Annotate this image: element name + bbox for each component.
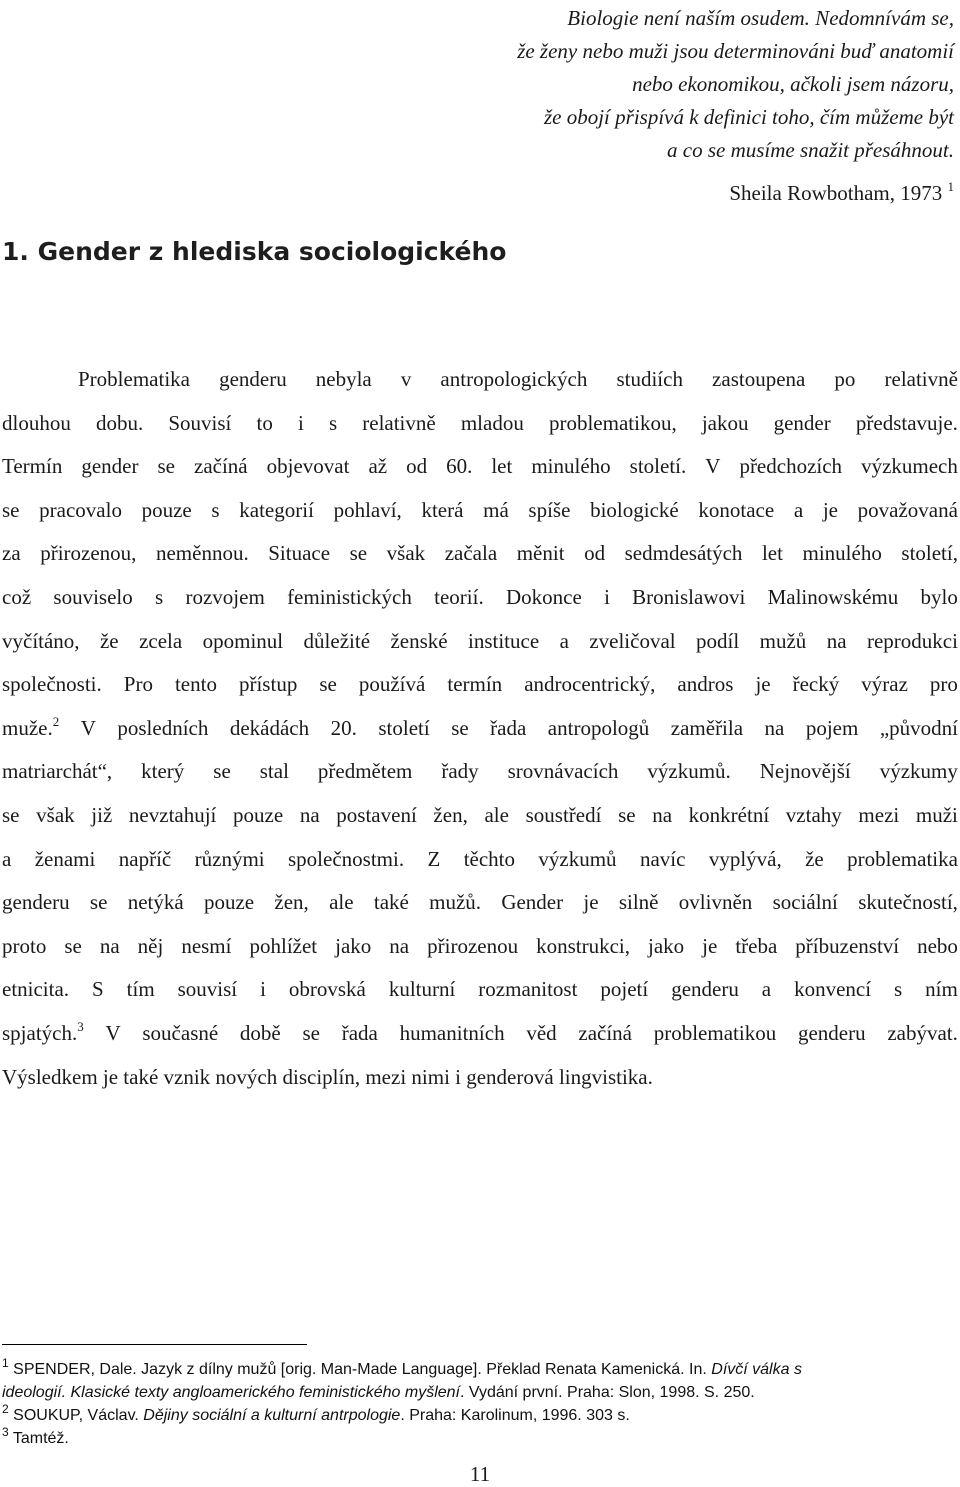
body-word: zastoupena: [712, 367, 806, 391]
body-line: [2, 750, 958, 794]
body-word: zaměřila: [670, 715, 744, 740]
footnote-text-part: . Praha: Karolinum, 1996. 303 s.: [400, 1407, 630, 1424]
body-word: na: [652, 802, 673, 827]
body-word: se: [213, 759, 231, 784]
body-line: [2, 358, 958, 402]
body-word: pouze: [203, 890, 255, 915]
body-word: je: [702, 933, 718, 958]
body-word: termín: [447, 672, 503, 697]
footnote-title-italic: ideologií. Klasické texty angloamerického feministického myšlení: [2, 1384, 460, 1401]
body-word: dlouhou: [2, 410, 71, 435]
body-word: za: [2, 541, 21, 566]
body-word: i: [297, 410, 304, 435]
body-word: společnostmi.: [288, 846, 405, 871]
body-word: vyčítáno,: [2, 628, 80, 653]
body-word: proto: [2, 933, 47, 958]
body-word: zabývat.: [887, 1020, 958, 1045]
footnote-number: 2: [2, 1402, 9, 1416]
body-word: řecký: [792, 672, 840, 697]
body-word: však: [36, 802, 75, 827]
body-word: netýká: [127, 890, 184, 915]
footnote-ref-1[interactable]: 1: [947, 179, 954, 194]
body-word: zveličoval: [589, 628, 676, 653]
body-word: antropologů: [547, 715, 650, 740]
body-word: mužů.: [429, 890, 482, 915]
body-word: Problematika: [78, 367, 190, 391]
body-word: podíl: [696, 628, 740, 653]
body-word: přirozenou,: [40, 541, 137, 566]
body-word: 20.: [330, 715, 357, 740]
body-word: přirozenou: [427, 933, 519, 958]
body-word: současné: [142, 1020, 219, 1045]
footnote-text: [2, 1358, 802, 1381]
body-word: gender: [773, 410, 831, 435]
body-word: dekádách: [229, 715, 310, 740]
body-word: konvencí: [794, 977, 872, 1002]
body-word: na: [99, 933, 120, 958]
footnote-1: [2, 1358, 958, 1381]
body-word: se: [618, 802, 636, 827]
body-word: nebyla: [315, 367, 372, 391]
body-word: antropologických: [440, 367, 588, 391]
body-word: nevztahují: [128, 802, 217, 827]
body-word: Souvisí: [168, 410, 232, 435]
body-word: teorií.: [434, 584, 484, 609]
body-word: relativně: [884, 367, 958, 391]
body-word: problematika: [847, 846, 958, 871]
body-word: se: [89, 890, 108, 915]
body-word: od: [584, 541, 606, 566]
body-word: na: [826, 628, 847, 653]
body-word: jako: [335, 933, 372, 958]
body-word: dobu.: [95, 410, 144, 435]
body-word: a: [2, 846, 12, 871]
body-word: představuje.: [855, 410, 958, 435]
body-word: Bronislawovi: [632, 584, 746, 609]
body-word: jako: [648, 933, 685, 958]
body-word: rozvojem: [185, 584, 265, 609]
body-word: Situace: [268, 541, 331, 566]
body-word: nesmí: [181, 933, 232, 958]
chapter-title: Gender z hlediska sociologického: [37, 237, 507, 266]
body-word: je: [822, 497, 838, 522]
body-word: konstrukci,: [536, 933, 630, 958]
body-word: že: [805, 846, 824, 871]
body-word: tím: [126, 977, 155, 1002]
body-line: [2, 663, 958, 707]
body-line: [2, 532, 958, 576]
body-word: vyplývá,: [708, 846, 782, 871]
body-word: relativně: [362, 410, 436, 435]
chapter-heading: [2, 232, 506, 272]
body-word: začíná: [578, 1020, 632, 1045]
body-line: Výsledkem je také vznik nových disciplín, mezi nimi i genderová lingvistika.: [2, 1064, 653, 1089]
body-word: silně: [618, 890, 659, 915]
body-word: na: [389, 933, 410, 958]
body-word: objevovat: [266, 454, 350, 479]
body-text-span: [2, 1012, 84, 1056]
body-word: žen,: [274, 890, 309, 915]
body-word: něj: [137, 933, 164, 958]
body-word: stal: [259, 759, 289, 784]
body-word: různými: [194, 846, 265, 871]
epigraph-attribution: [729, 178, 954, 208]
body-line: [2, 838, 958, 882]
body-word: přístup: [238, 672, 298, 697]
body-word: pohlaví,: [333, 497, 402, 522]
body-word: sociální: [772, 890, 838, 915]
body-word: ovlivněn: [678, 890, 753, 915]
body-line: [2, 1012, 958, 1056]
body-word: konotace: [698, 497, 775, 522]
body-word: výraz: [861, 672, 908, 697]
body-line: [2, 925, 958, 969]
body-word: se: [64, 933, 82, 958]
body-word: se: [2, 497, 20, 522]
body-word: bylo: [920, 584, 958, 609]
body-word: však: [386, 541, 426, 566]
body-word: jakou: [701, 410, 749, 435]
body-word: je: [583, 890, 599, 915]
body-word: vztahy: [785, 802, 842, 827]
body-word: gender: [81, 454, 139, 479]
body-word: kulturní: [388, 977, 456, 1002]
body-text: spjatých.: [2, 1020, 78, 1045]
body-word: V: [705, 454, 721, 479]
body-word: se: [302, 1020, 320, 1045]
body-word: androcentrický,: [524, 672, 656, 697]
body-word: s: [155, 584, 164, 609]
body-word: kategorií: [239, 497, 314, 522]
page-number: 11: [469, 1462, 491, 1486]
body-word: ale: [484, 802, 509, 827]
body-word: neměnnou.: [155, 541, 249, 566]
body-word: začala: [444, 541, 498, 566]
body-word: srovnávacích: [507, 759, 619, 784]
body-word: andros: [677, 672, 734, 697]
body-word: to: [256, 410, 273, 435]
body-line: [2, 576, 958, 620]
body-word: žen,: [433, 802, 468, 827]
epigraph-line: nebo ekonomikou, ačkoli jsem názoru,: [632, 72, 954, 96]
body-word: Gender: [501, 890, 564, 915]
body-word: genderu: [671, 977, 739, 1002]
body-word: což: [2, 584, 32, 609]
body-word: začíná: [194, 454, 248, 479]
body-word: je: [755, 672, 771, 697]
body-line: [2, 402, 958, 446]
body-word: který: [141, 759, 185, 784]
body-word: se: [451, 715, 469, 740]
footnote-text-part: SPENDER, Dale. Jazyk z dílny mužů [orig. Man-Made Language]. Překlad Renata Kamenická. In.: [13, 1361, 707, 1378]
body-word: skutečností,: [858, 890, 958, 915]
body-word: se: [157, 454, 175, 479]
body-word: Malinowskému: [767, 584, 899, 609]
body-word: se: [2, 802, 20, 827]
body-word: a: [793, 497, 804, 522]
body-word: na: [764, 715, 785, 740]
body-word: etnicita.: [2, 977, 70, 1002]
body-line: [2, 489, 958, 533]
body-word: století: [378, 715, 430, 740]
body-word: „původní: [879, 715, 958, 740]
body-word: Termín: [2, 454, 63, 479]
body-word: pouze: [141, 497, 192, 522]
body-word: minulého: [802, 541, 882, 566]
body-text: muže.: [2, 715, 53, 740]
body-word: Nejnovější: [759, 759, 851, 784]
body-word: napříč: [118, 846, 172, 871]
body-word: i: [260, 977, 266, 1002]
body-word: genderu: [797, 1020, 866, 1045]
body-word: genderu: [219, 367, 287, 391]
chapter-number: 1.: [2, 237, 29, 266]
body-word: v: [400, 367, 412, 391]
body-word: muži: [915, 802, 958, 827]
body-word: se: [349, 541, 368, 566]
body-word: těchto: [463, 846, 515, 871]
body-word: po: [834, 367, 856, 391]
body-word: genderu: [2, 890, 70, 915]
body-word: mezi: [858, 802, 900, 827]
body-word: rozmanitost: [478, 977, 578, 1002]
body-word: předchozích: [739, 454, 843, 479]
body-word: třeba: [735, 933, 778, 958]
body-word: souviselo: [53, 584, 133, 609]
body-word: měnit: [516, 541, 565, 566]
body-word: souvisí: [177, 977, 238, 1002]
body-word: V: [80, 715, 96, 740]
body-word: s: [211, 497, 220, 522]
footnote-ref-2[interactable]: 2: [52, 713, 60, 729]
footnote-text-part: SOUKUP, Václav.: [13, 1407, 139, 1424]
body-word: matriarchát“,: [2, 759, 113, 784]
body-word: že: [99, 628, 119, 653]
body-word: problematikou,: [548, 410, 677, 435]
body-word: posledních: [117, 715, 209, 740]
body-word: postavení: [336, 802, 417, 827]
footnote-number: 3: [2, 1425, 9, 1439]
body-word: století.: [629, 454, 687, 479]
body-word: tento: [174, 672, 217, 697]
body-word: opominul: [202, 628, 284, 653]
body-word: let: [761, 541, 783, 566]
body-word: době: [239, 1020, 281, 1045]
body-word: pro: [929, 672, 958, 697]
body-word: mladou: [460, 410, 524, 435]
body-word: problematikou: [653, 1020, 777, 1045]
body-word: se: [319, 672, 337, 697]
body-word: řady: [441, 759, 479, 784]
footnote-2: [2, 1404, 958, 1427]
body-word: i: [604, 584, 610, 609]
body-word: V: [105, 1020, 121, 1045]
body-word: spíše: [528, 497, 571, 522]
body-word: považovaná: [857, 497, 958, 522]
body-word: používá: [358, 672, 426, 697]
footnote-title-italic: Dějiny sociální a kulturní antrpologie: [143, 1407, 401, 1424]
body-word: která: [421, 497, 464, 522]
body-word: zcela: [139, 628, 183, 653]
body-word: Z: [427, 846, 441, 871]
body-word: Dokonce: [505, 584, 582, 609]
body-word: již: [91, 802, 113, 827]
body-word: výzkumy: [879, 759, 958, 784]
attribution-text: Sheila Rowbotham, 1973: [729, 181, 943, 205]
body-line: [2, 620, 958, 664]
epigraph: [334, 2, 954, 167]
body-word: má: [483, 497, 509, 522]
body-word: reprodukci: [866, 628, 958, 653]
body-word: biologické: [590, 497, 679, 522]
footnotes: [2, 1358, 958, 1450]
body-word: Pro: [123, 672, 153, 697]
body-word: konkrétní: [688, 802, 770, 827]
footnote-title-italic: Dívčí válka s: [711, 1361, 802, 1378]
epigraph-line: že obojí přispívá k definici toho, čím můžeme být: [543, 105, 954, 129]
body-paragraph: [2, 358, 958, 1099]
body-word: S: [92, 977, 104, 1002]
body-word: věd: [526, 1020, 557, 1045]
footnote-ref-3[interactable]: 3: [77, 1018, 84, 1034]
footnote-number: 1: [2, 1356, 9, 1370]
footnote-text-part: Tamtéž.: [12, 1430, 69, 1447]
body-word: pojem: [805, 715, 859, 740]
body-word: soustředí: [525, 802, 602, 827]
body-line: [2, 445, 958, 489]
body-word: od: [406, 454, 428, 479]
body-word: s: [894, 977, 903, 1002]
body-word: výzkumů.: [647, 759, 731, 784]
body-word: humanitních: [399, 1020, 505, 1045]
body-word: ním: [925, 977, 958, 1002]
body-word: řada: [341, 1020, 378, 1045]
body-word: a: [761, 977, 772, 1002]
body-word: pracovalo: [39, 497, 122, 522]
body-word: s: [328, 410, 338, 435]
body-word: 60.: [446, 454, 473, 479]
body-word: až: [368, 454, 388, 479]
body-word: pohlížet: [249, 933, 318, 958]
body-word: příbuzenství: [795, 933, 900, 958]
body-word: pojetí: [600, 977, 649, 1002]
body-text-span: [2, 707, 59, 751]
footnote-separator: [2, 1344, 307, 1345]
body-word: let: [491, 454, 513, 479]
body-line: [2, 794, 958, 838]
body-word: společnosti.: [2, 672, 102, 697]
body-word: výzkumech: [861, 454, 958, 479]
body-word: a: [559, 628, 569, 653]
body-word: instituce: [468, 628, 540, 653]
body-word: také: [373, 890, 409, 915]
body-word: obrovská: [288, 977, 366, 1002]
body-word: ženami: [34, 846, 96, 871]
body-line: [2, 881, 958, 925]
body-word: feministických: [287, 584, 412, 609]
body-word: ženské: [390, 628, 448, 653]
body-word: ale: [329, 890, 354, 915]
body-word: studiích: [616, 367, 683, 391]
body-word: století,: [901, 541, 958, 566]
epigraph-line: a co se musíme snažit přesáhnout.: [667, 138, 954, 162]
footnote-text-part: . Vydání první. Praha: Slon, 1998. S. 250.: [460, 1384, 755, 1401]
footnote-1-continued: [2, 1381, 958, 1404]
body-word: nebo: [917, 933, 958, 958]
body-word: důležité: [303, 628, 371, 653]
body-word: na: [299, 802, 320, 827]
epigraph-line: že ženy nebo muži jsou determinováni buď anatomií: [517, 39, 954, 63]
body-word: výzkumů: [538, 846, 617, 871]
body-word: sedmdesátých: [624, 541, 743, 566]
body-word: pouze: [233, 802, 284, 827]
body-line: [2, 707, 958, 751]
body-word: minulého: [531, 454, 611, 479]
footnote-3: [2, 1427, 958, 1450]
body-line: [2, 968, 958, 1012]
body-word: předmětem: [317, 759, 413, 784]
body-word: řada: [490, 715, 527, 740]
body-word: navíc: [639, 846, 686, 871]
epigraph-line: Biologie není naším osudem. Nedomnívám se,: [567, 6, 954, 30]
body-word: mužů: [759, 628, 807, 653]
